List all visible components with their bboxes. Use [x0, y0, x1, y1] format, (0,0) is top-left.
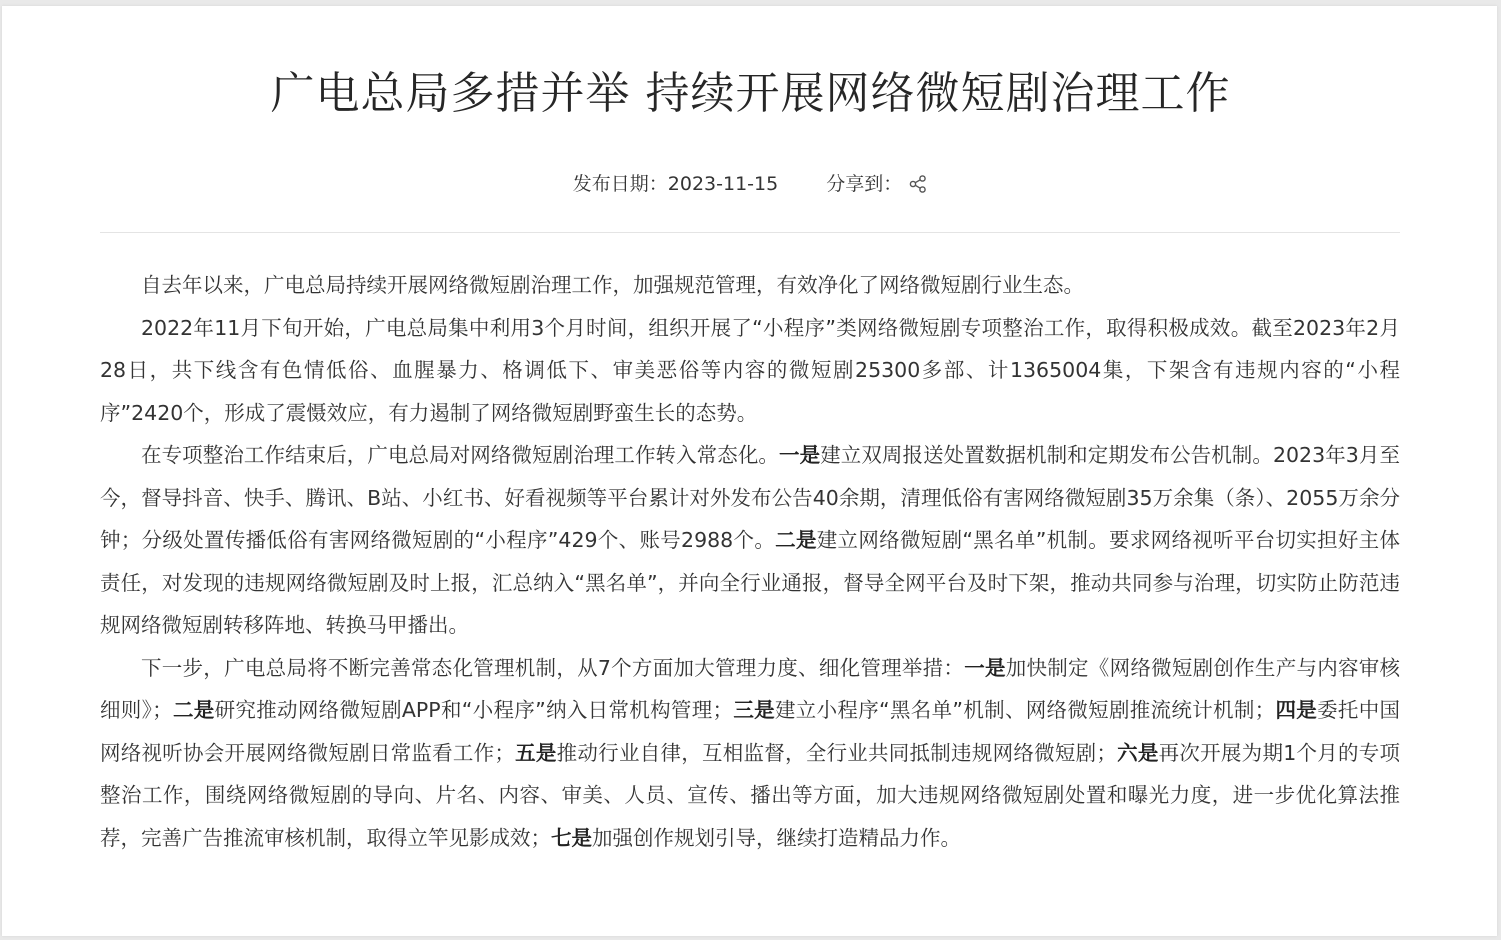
emphasis-marker: 一是 [779, 443, 821, 467]
share-icon[interactable] [908, 174, 928, 202]
article-paragraph [100, 434, 1400, 647]
paragraph-text: 加强创作规划引导，继续打造精品力作。 [592, 825, 961, 850]
paragraph-text: 建立小程序“黑名单”机制、网络微短剧推流统计机制； [774, 698, 1276, 722]
article-paragraph [100, 264, 1400, 307]
emphasis-marker: 一是 [964, 655, 1006, 680]
emphasis-marker: 六是 [1116, 740, 1159, 765]
emphasis-marker: 七是 [551, 825, 592, 850]
paragraph-text: 研究推动网络微短剧APP和“小程序”纳入日常机构管理； [214, 698, 734, 722]
paragraph-text: 自去年以来，广电总局持续开展网络微短剧治理工作，加强规范管理，有效净化了网络微短剧行业生态。 [141, 273, 1084, 297]
paragraph-text: 2022年11月下旬开始，广电总局集中利用3个月时间，组织开展了“小程序”类网络微短剧专项整治工作，取得积极成效。截至2023年2月28日，共下线含有色情低俗、血腥暴力、格调低下、审美恶俗等内容的微短剧25300多部、计1365004集，下架含有违规内容的“小程序”2420个，形成了震慑效应，有力遏制了网络微短剧野蛮生长的态势。 [100, 315, 1400, 425]
emphasis-marker: 三是 [733, 698, 775, 722]
title-divider [100, 232, 1400, 233]
article-body [100, 264, 1400, 859]
share-label: 分享到： [826, 173, 903, 195]
paragraph-text: 加快制定《网络微短剧创作生产与内容审核细则》； [100, 655, 1401, 722]
paragraph-text: 下一步，广电总局将不断完善常态化管理机制，从7个方面加大管理力度、细化管理举措： [141, 655, 965, 680]
paragraph-text: 再次开展为期1个月的专项整治工作，围绕网络微短剧的导向、片名、内容、审美、人员、宣传、播出等方面，加大违规网络微短剧处置和曝光力度，进一步优化算法推荐，完善广告推流审核机制，取得立竿见影成效； [100, 740, 1401, 850]
emphasis-marker: 二是 [775, 528, 817, 552]
emphasis-marker: 二是 [172, 698, 215, 722]
paragraph-text: 在专项整治工作结束后，广电总局对网络微短剧治理工作转入常态化。 [141, 443, 780, 467]
article-paragraph [100, 307, 1400, 435]
publish-date-value: 2023-11-15 [667, 173, 779, 195]
emphasis-marker: 四是 [1275, 698, 1318, 722]
share-section [826, 170, 928, 202]
paragraph-text: 委托中国网络视听协会开展网络微短剧日常监看工作； [100, 698, 1401, 765]
article-paragraph [100, 647, 1400, 860]
article-title: 广电总局多措并举 持续开展网络微短剧治理工作 [270, 68, 1231, 119]
article-meta [0, 170, 1501, 202]
paragraph-text: 推动行业自律，互相监督，全行业共同抵制违规网络微短剧； [556, 740, 1117, 765]
publish-date [573, 170, 778, 198]
emphasis-marker: 五是 [514, 740, 557, 765]
publish-date-label: 发布日期： [572, 173, 668, 195]
paragraph-text: 建立网络微短剧“黑名单”机制。要求网络视听平台切实担好主体责任，对发现的违规网络微短剧及时上报，汇总纳入“黑名单”，并向全行业通报，督导全网平台及时下架，推动共同参与治理，切实防止防范违规网络微短剧转移阵地、转换马甲播出。 [100, 528, 1400, 637]
paragraph-text: 建立双周报送处置数据机制和定期发布公告机制。2023年3月至今，督导抖音、快手、腾讯、B站、小红书、好看视频等平台累计对外发布公告40余期，清理低俗有害网络微短剧35万余集（条）、2055万余分钟；分级处置传播低俗有害网络微短剧的“小程序”429个、账号2988个。 [100, 443, 1401, 552]
